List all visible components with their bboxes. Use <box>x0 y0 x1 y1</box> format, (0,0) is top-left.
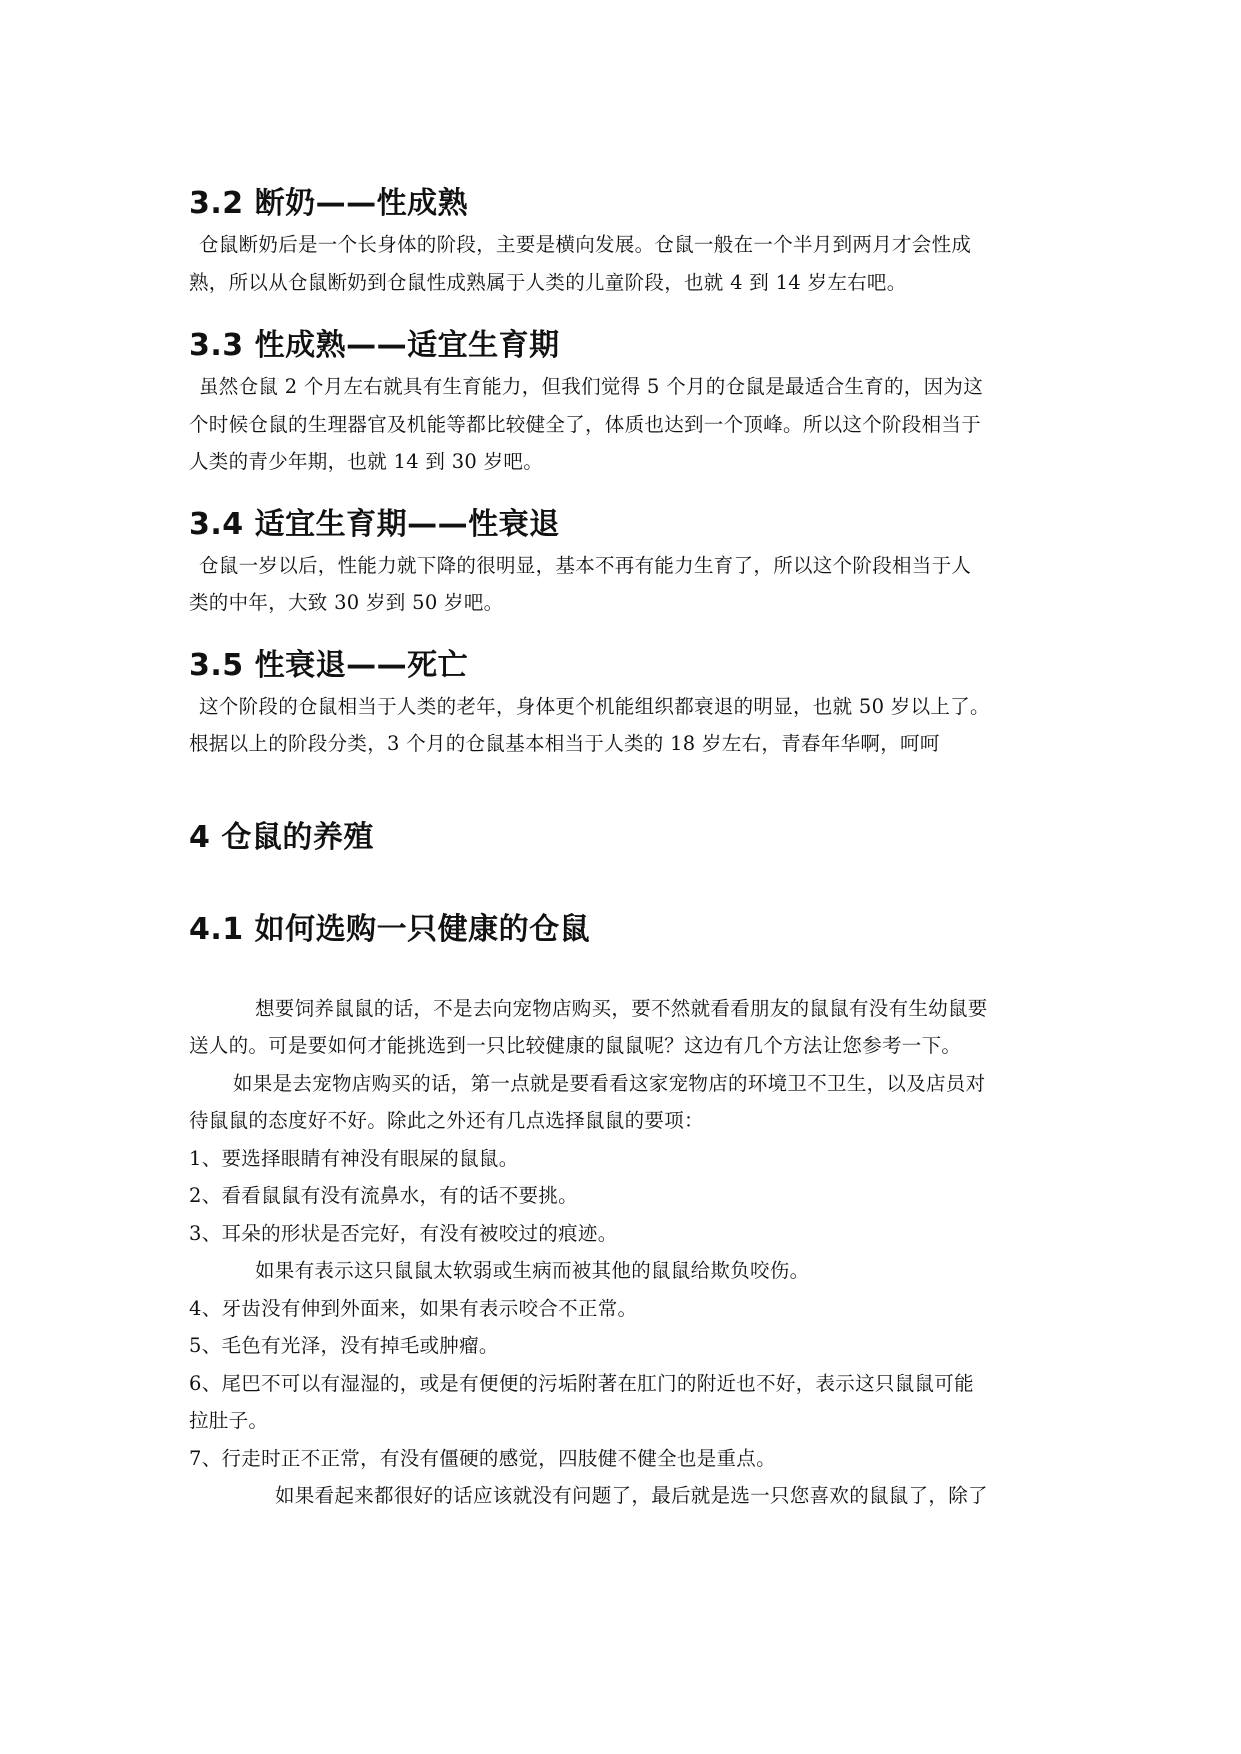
list-item: 4、牙齿没有伸到外面来，如果有表示咬合不正常。 <box>189 1296 638 1320</box>
paragraph-line: 人类的青少年期，也就 14 到 30 岁吧。 <box>189 450 544 473</box>
list-item: 6、尾巴不可以有湿湿的，或是有便便的污垢附著在肛门的附近也不好，表示这只鼠鼠可能 <box>189 1371 974 1395</box>
paragraph-line: 如果看起来都很好的话应该就没有问题了，最后就是选一只您喜欢的鼠鼠了，除了 <box>275 1484 988 1507</box>
heading-4: 4 仓鼠的养殖 <box>189 819 374 855</box>
paragraph-line: 如果有表示这只鼠鼠太软弱或生病而被其他的鼠鼠给欺负咬伤。 <box>255 1259 810 1282</box>
heading-3-2: 3.2 断奶——性成熟 <box>189 186 469 221</box>
heading-3-3: 3.3 性成熟——适宜生育期 <box>189 328 560 363</box>
list-item: 7、行走时正不正常，有没有僵硬的感觉，四肢健不健全也是重点。 <box>189 1446 776 1470</box>
list-item: 2、看看鼠鼠有没有流鼻水，有的话不要挑。 <box>189 1184 578 1207</box>
list-item: 3、耳朵的形状是否完好，有没有被咬过的痕迹。 <box>189 1221 618 1245</box>
paragraph-line: 送人的。可是要如何才能挑选到一只比较健康的鼠鼠呢？这边有几个方法让您参考一下。 <box>189 1034 962 1057</box>
paragraph-line: 仓鼠一岁以后，性能力就下降的很明显，基本不再有能力生育了，所以这个阶段相当于人 <box>199 553 972 577</box>
paragraph-line: 待鼠鼠的态度好不好。除此之外还有几点选择鼠鼠的要项： <box>189 1109 704 1132</box>
paragraph-line: 类的中年，大致 30 岁到 50 岁吧。 <box>189 591 504 614</box>
paragraph-line: 拉肚子。 <box>189 1409 269 1432</box>
paragraph-line: 根据以上的阶段分类，3 个月的仓鼠基本相当于人类的 18 岁左右，青春年华啊，呵呵 <box>189 732 940 755</box>
document-page <box>189 182 1069 1515</box>
heading-4-1: 4.1 如何选购一只健康的仓鼠 <box>189 911 591 947</box>
paragraph-line: 个时候仓鼠的生理器官及机能等都比较健全了，体质也达到一个顶峰。所以这个阶段相当于 <box>189 412 982 436</box>
paragraph-line: 仓鼠断奶后是一个长身体的阶段，主要是横向发展。仓鼠一般在一个半月到两月才会性成 <box>199 233 972 256</box>
paragraph-line: 想要饲养鼠鼠的话，不是去向宠物店购买，要不然就看看朋友的鼠鼠有没有生幼鼠要 <box>255 996 988 1020</box>
paragraph-line: 如果是去宠物店购买的话，第一点就是要看看这家宠物店的环境卫不卫生，以及店员对 <box>233 1071 986 1095</box>
heading-3-4: 3.4 适宜生育期——性衰退 <box>189 506 560 542</box>
list-item: 5、毛色有光泽，没有掉毛或肿瘤。 <box>189 1334 499 1357</box>
list-item: 1、要选择眼睛有神没有眼屎的鼠鼠。 <box>189 1146 519 1170</box>
heading-3-5: 3.5 性衰退——死亡 <box>189 647 469 683</box>
paragraph-line: 这个阶段的仓鼠相当于人类的老年，身体更个机能组织都衰退的明显，也就 50 岁以上了。 <box>199 694 990 718</box>
paragraph-line: 虽然仓鼠 2 个月左右就具有生育能力，但我们觉得 5 个月的仓鼠是最适合生育的，因为这 <box>199 375 984 398</box>
paragraph-line: 熟，所以从仓鼠断奶到仓鼠性成熟属于人类的儿童阶段，也就 4 到 14 岁左右吧。 <box>189 270 907 294</box>
